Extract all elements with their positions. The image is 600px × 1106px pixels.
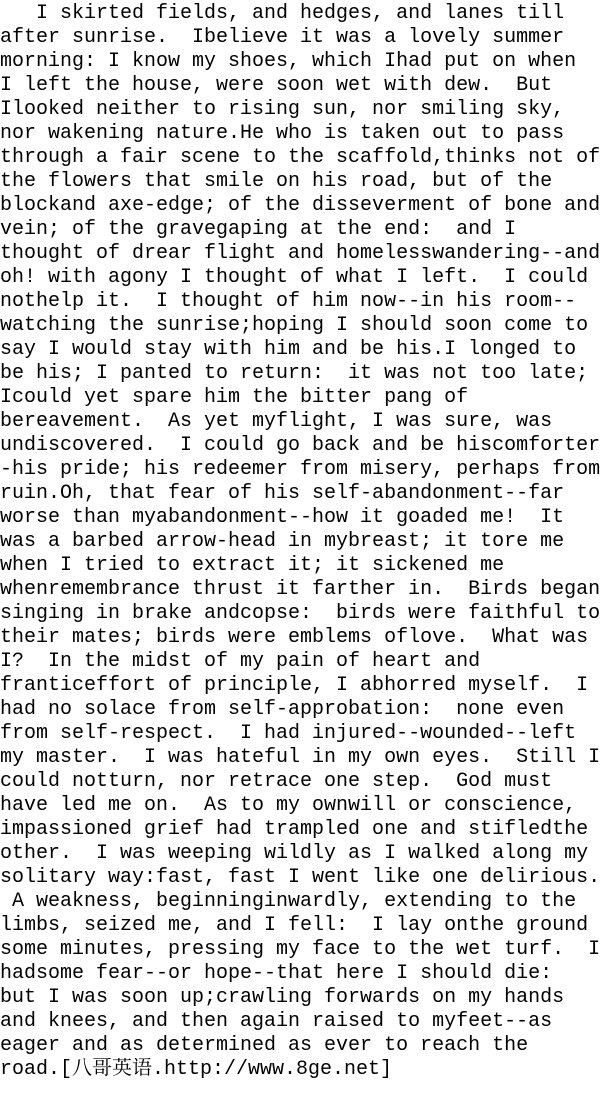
text-line: solitary way:fast, fast I went like one delirious. — [0, 866, 600, 889]
text-line: nothelp it. I thought of him now--in his room-- — [0, 290, 577, 313]
text-line: franticeffort of principle, I abhorred myself. I — [0, 674, 589, 697]
text-line: Ilooked neither to rising sun, nor smiling sky, — [0, 98, 565, 121]
text-line: eager and as determined as ever to reach the — [0, 1034, 529, 1057]
text-line: be his; I panted to return: it was not too late; — [0, 362, 589, 385]
text-line: -his pride; his redeemer from misery, perhaps from — [0, 458, 600, 481]
text-line: the flowers that smile on his road, but of the — [0, 170, 553, 193]
text-line: other. I was weeping wildly as I walked along my — [0, 842, 589, 865]
text-line: vein; of the gravegaping at the end: and I — [0, 218, 517, 241]
text-line: watching the sunrise;hoping I should soon come to — [0, 314, 589, 337]
text-line: hadsome fear--or hope--that here I should die: — [0, 962, 553, 985]
text-line: have led me on. As to my ownwill or conscience, — [0, 794, 577, 817]
text-line: worse than myabandonment--how it goaded me! It — [0, 506, 565, 529]
text-line: impassioned grief had trampled one and stifledthe — [0, 818, 589, 841]
text-line: thought of drear flight and homelesswandering--and — [0, 242, 600, 265]
text-line: bereavement. As yet myflight, I was sure, was — [0, 410, 553, 433]
text-line: was a barbed arrow-head in mybreast; it tore me — [0, 530, 565, 553]
text-line: had no solace from self-approbation: none even — [0, 698, 565, 721]
text-line: blockand axe-edge; of the disseverment of bone and — [0, 194, 600, 217]
text-line: road.[八哥英语.http://www.8ge.net] — [0, 1058, 393, 1081]
text-line: undiscovered. I could go back and be hiscomforter — [0, 434, 600, 457]
text-line: singing in brake andcopse: birds were faithful to — [0, 602, 600, 625]
text-line: limbs, seized me, and I fell: I lay onthe ground — [0, 914, 589, 937]
text-line: I skirted fields, and hedges, and lanes till — [0, 2, 565, 25]
text-line: when I tried to extract it; it sickened me — [0, 554, 505, 577]
text-line: could notturn, nor retrace one step. God must — [0, 770, 553, 793]
text-line: nor wakening nature.He who is taken out to pass — [0, 122, 565, 145]
text-line: from self-respect. I had injured--wounded--left — [0, 722, 577, 745]
text-line: some minutes, pressing my face to the wet turf. I — [0, 938, 600, 961]
text-line: I left the house, were soon wet with dew. But — [0, 74, 553, 97]
text-line: their mates; birds were emblems oflove. What was — [0, 626, 589, 649]
text-line: oh! with agony I thought of what I left. I could — [0, 266, 589, 289]
text-line: after sunrise. Ibelieve it was a lovely summer — [0, 26, 565, 49]
text-line: I? In the midst of my pain of heart and — [0, 650, 481, 673]
document-text — [0, 2, 600, 1082]
text-line: through a fair scene to the scaffold,thinks not of — [0, 146, 600, 169]
text-line: but I was soon up;crawling forwards on my hands — [0, 986, 565, 1009]
text-line: and knees, and then again raised to myfeet--as — [0, 1010, 553, 1033]
text-line: say I would stay with him and be his.I longed to — [0, 338, 577, 361]
text-line: ruin.Oh, that fear of his self-abandonment--far — [0, 482, 565, 505]
text-line: my master. I was hateful in my own eyes. Still I — [0, 746, 600, 769]
text-line: Icould yet spare him the bitter pang of — [0, 386, 469, 409]
text-line: morning: I know my shoes, which Ihad put on when — [0, 50, 577, 73]
text-line: whenremembrance thrust it farther in. Birds began — [0, 578, 600, 601]
text-line: A weakness, beginninginwardly, extending to the — [0, 890, 577, 913]
